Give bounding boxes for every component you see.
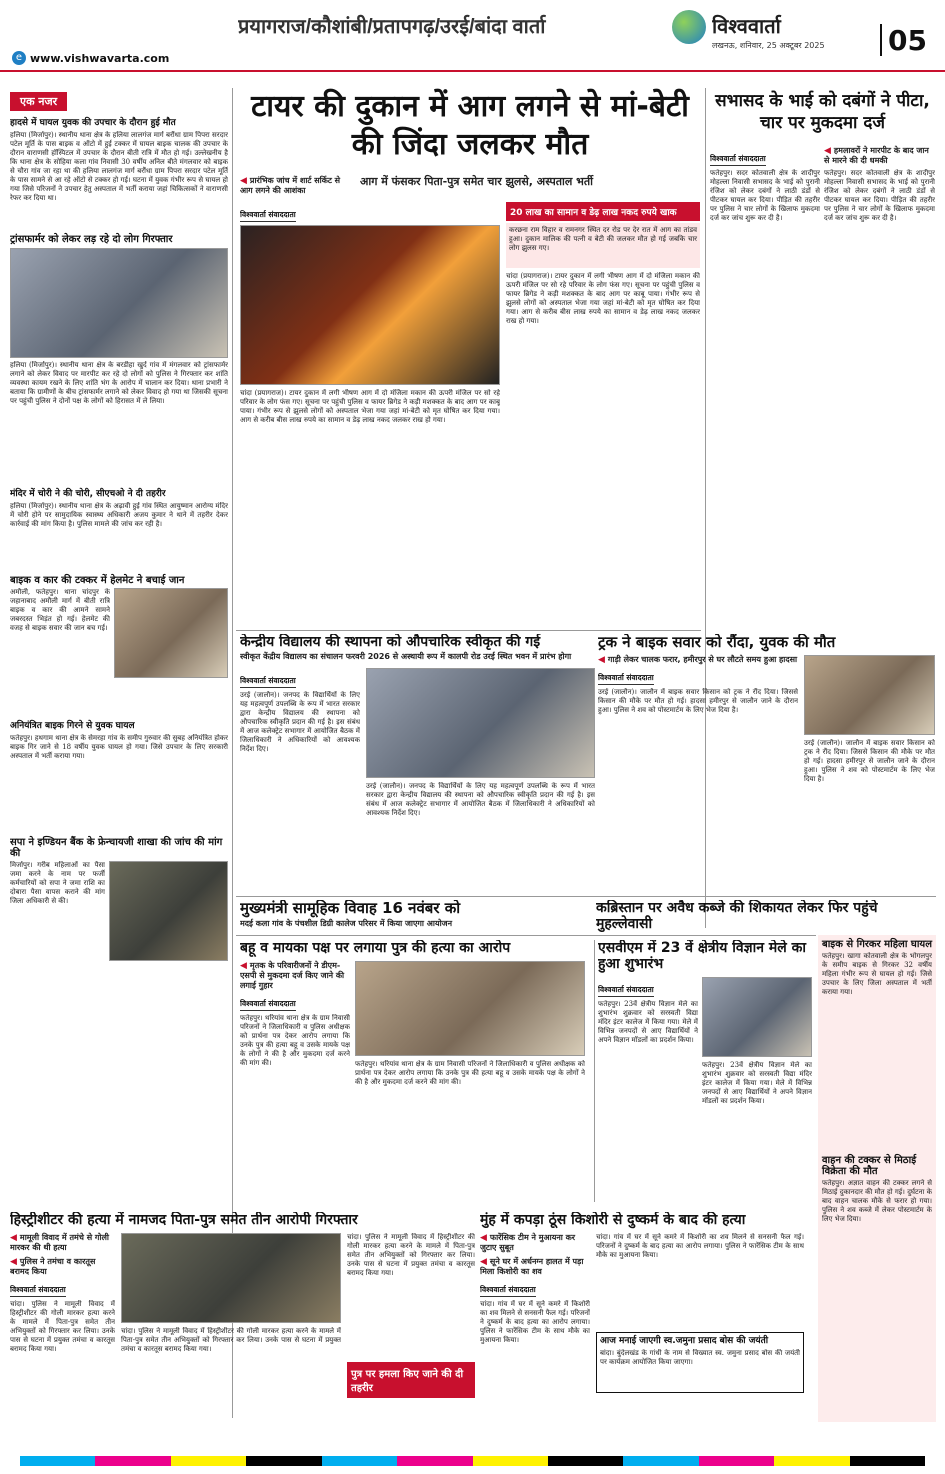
bureau-line: विश्ववार्ता संवाददाता — [10, 1285, 66, 1297]
story-kicker-text: सूने घर में अर्धनग्न हालत में पड़ा मिला किशोरी का शव — [480, 1257, 584, 1277]
story-title: आज मनाई जाएगी स्व.जमुना प्रसाद बोस की जयंती — [600, 1336, 769, 1347]
masthead-rule — [0, 70, 945, 72]
bureau-line: विश्ववार्ता संवाददाता — [710, 154, 766, 166]
lead-kicker: आग में फंसकर पिता-पुत्र समेत चार झुलसे, अस्पताल भर्ती — [360, 175, 593, 188]
red-highlight-bar: 20 लाख का सामान व डेढ़ लाख नकद रुपये खाक — [506, 202, 700, 221]
jayanti-box — [596, 1332, 804, 1393]
story-headline: केन्द्रीय विद्यालय की स्थापना को औपचारिक स्वीकृत की गई — [240, 634, 541, 650]
kabristan-story — [596, 900, 936, 934]
kendriya-story — [240, 634, 595, 894]
story-kicker-text: पुलिस ने तमंचा व कारतूस बरामद किया — [10, 1257, 96, 1277]
story-body-cont: फतेहपुर। 23वें क्षेत्रीय विज्ञान मेले का शुभारंभ शुक्रवार को सरस्वती विद्या मंदिर इंटर कालेज में किया गया। मेले में विभिन्न जनपदों से आए विद्यार्थियों ने अपने विज्ञान मॉडलों का प्रदर्शन किया। — [702, 1061, 812, 1106]
story-kicker: स्वीकृत केंद्रीय विद्यालय का संचालन फरवरी 2026 से अस्थायी रूप में कालपी रोड उरई स्थित भवन में प्रारंभ होगा — [240, 652, 572, 662]
story-body: फतेहपुर। खागा कोतवाली क्षेत्र के भोगलपुर के समीप बाइक से गिरकर 32 वर्षीय महिला गंभीर रूप से घायल हो गई। जिसे उपचार के लिए जिला अस्पताल में भर्ती कराया गया। — [822, 952, 932, 996]
story-body-cont: उरई (जालौन)। जालौन में बाइक सवार किसान को ट्रक ने रौंद दिया। जिससे किसान की मौके पर मौत हो गई। हादसा हमीरपुर से जालौन जाने के दौरान हुआ। पुलिस ने शव को पोस्टमार्टम के लिए भेज दिया है। — [804, 739, 935, 784]
story-headline: एसवीएम में 23 वें क्षेत्रीय विज्ञान मेले का हुआ शुभारंभ — [598, 940, 807, 973]
website-url[interactable]: www.vishwavarta.com — [30, 52, 170, 65]
news-photo — [109, 861, 228, 961]
story-title: बाइक से गिरकर महिला घायल — [822, 939, 932, 950]
story-body: फतेहपुर। थरियांव थाना क्षेत्र के ग्राम निवासी परिजनों ने जिलाधिकारी व पुलिस अधीक्षक को प्रार्थना पत्र देकर आरोप लगाया कि उनके पुत्र की हत्या बहू व उसके मायके पक्ष के लोगों ने की है और मुकदमा दर्ज करने की मांग की। — [240, 1014, 350, 1068]
story-body: हलिया (मिर्जापुर)। स्थानीय थाना क्षेत्र के अढ़ावी हुई गांव स्थित आयुष्मान आरोग्य मंदिर में चोरी होने पर सामुदायिक स्वास्थ्य अधिकारी अजय कुमार ने थाने में तहरीर देकर कार्रवाई की मांग किया है। पुलिस मामले की जांच कर रही है। — [10, 502, 228, 528]
story-kicker-text: फारेंसिक टीम ने मुआयना कर जुटाए सुबूत — [480, 1233, 576, 1253]
section-label: एक नजर — [10, 92, 67, 111]
news-photo — [114, 588, 228, 678]
story-body: चांदा। गांव में घर में सूने कमरे में किशोरी का शव मिलने से सनसनी फैल गई। परिजनों ने दुष्कर्म के बाद हत्या का आरोप लगाया। पुलिस ने फारेंसिक टीम के साथ मौके का मुआयना किया। — [480, 1300, 590, 1345]
bahu-band — [236, 935, 816, 1207]
story-body-cont: उरई (जालौन)। जनपद के विद्यार्थियों के लिए यह महत्वपूर्ण उपलब्धि के रूप में भारत सरकार द्वारा केन्द्रीय विद्यालय की स्थापना को औपचारिक स्वीकृति प्रदान की गई है। इस संबंध में आज कलेक्ट्रेट सभागार में आयोजित बैठक में जिलाधिकारी ने अधिकारियों को आवश्यक निर्देश दिए। — [366, 782, 595, 818]
story-title: सपा ने इण्डियन बैंक के फ्रेन्चायजी शाखा की जांच की मांग की — [10, 837, 223, 859]
story-body: हलिया (मिर्जापुर)। स्थानीय थाना क्षेत्र के बरडीहा खुर्द गांव में मंगलवार को ट्रांसफार्मर लगाने को लेकर विवाद पर मारपीट कर रहे दो लोगों को पुलिस ने गिरफ्तार कर शांति व्यवस्था कायम रखने के लिए शांति भंग के आरोप में चालान कर दिया। थाना प्रभारी ने बताया कि ग्रामीणों के बीच ट्रांसफार्मर लगाने को लेकर विवाद हो गया था जिसकी सूचना पर पहुंची पुलिस ने दोनों पक्ष के लोगों को हिरासत में ले लिया। — [10, 361, 228, 405]
story-headline: बहू व मायका पक्ष पर लगाया पुत्र की हत्या का आरोप — [240, 940, 511, 956]
lead-kicker: ◀ प्रारंभिक जांच में शार्ट सर्किट से आग लगने की आशंका — [240, 176, 341, 195]
masthead — [0, 0, 945, 80]
story-body: अमौली, फतेहपुर। थाना चांदपुर के जहानाबाद अमौली मार्ग में बीती रात्रि बाइक व कार की आमने सामने जबरदस्त भिड़ंत हो गई। हेलमेट की वजह से बाइक सवार की जान बच गई। — [10, 588, 110, 632]
story-kicker-text: मृतक के परिवारीजनों ने डीएम-एसपी से मुकदमा दर्ज किए जाने की लगाई गुहार — [240, 961, 345, 991]
news-photo — [10, 248, 228, 358]
story-kicker-text: हमलावरों ने मारपीट के बाद जान से मारने की दी धमकी — [824, 146, 929, 165]
section-rule — [236, 630, 701, 631]
story-body: फतेहपुर। 23वें क्षेत्रीय विज्ञान मेले का शुभारंभ शुक्रवार को सरस्वती विद्या मंदिर इंटर कालेज में किया गया। मेले में विभिन्न जनपदों से आए विद्यार्थियों ने अपने विज्ञान मॉडलों का प्रदर्शन किया। — [598, 1000, 698, 1045]
arrest-photo — [121, 1233, 341, 1323]
story-body-cont: चांदा। पुलिस ने मामूली विवाद में हिस्ट्रीशीटर की गोली मारकर हत्या करने के मामले में पिता-पुत्र समेत तीन अभियुक्तों को गिरफ्तार कर लिया। उनके पास से घटना में प्रयुक्त तमंचा व कारतूस बरामद किया गया। — [121, 1327, 341, 1354]
bureau-line: विश्ववार्ता संवाददाता — [240, 676, 296, 688]
story-kicker: ◀ पुलिस ने तमंचा व कारतूस बरामद किया — [10, 1257, 96, 1277]
bureau-line: विश्ववार्ता संवाददाता — [240, 210, 296, 222]
lead-story — [240, 88, 700, 628]
story-title: मंदिर में चोरी ने की चोरी, सीएचओ ने दी तहरीर — [10, 489, 166, 499]
brand-logo-icon — [672, 10, 706, 44]
story-kicker: ◀ हमलावरों ने मारपीट के बाद जान से मारने की दी धमकी — [824, 146, 929, 165]
story-body: फतेहपुर। अज्ञात वाहन की टक्कर लगने से मिठाई दुकानदार की मौत हो गई। दुर्घटना के बाद वाहन चालक मौके से फरार हो गया। पुलिस ने शव कब्जे में लेकर पोस्टमार्टम के लिए भेज दिया। — [822, 1179, 932, 1223]
bahu-story-area — [240, 940, 590, 1205]
story-kicker: मदई कला गांव के पंचशील डिग्री कालेज परिसर में किया जाएगा आयोजन — [240, 919, 453, 929]
story-body: मिर्जापुर। गरीब महिलाओं का पैसा जमा करने के नाम पर फर्जी कर्मचारियों को सपा ने जमा राशि का दोबारा पैसा वापस कराने की मांग जिला अधिकारी से की। — [10, 861, 105, 905]
bureau-line: विश्ववार्ता संवाददाता — [240, 999, 296, 1011]
story-body: चांदा। पुलिस ने मामूली विवाद में हिस्ट्रीशीटर की गोली मारकर हत्या करने के मामले में पिता-पुत्र समेत तीन अभियुक्तों को गिरफ्तार कर लिया। उनके पास से घटना में प्रयुक्त तमंचा व कारतूस बरामद किया गया। — [10, 1300, 115, 1354]
story-body: उरई (जालौन)। जालौन में बाइक सवार किसान को ट्रक ने रौंद दिया। जिससे किसान की मौके पर मौत हो गई। हादसा हमीरपुर से जालौन जाने के दौरान हुआ। पुलिस ने शव को पोस्टमार्टम के लिए भेज दिया है। — [598, 688, 798, 715]
bureau-line: विश्ववार्ता संवाददाता — [480, 1285, 536, 1297]
story-headline: कब्रिस्तान पर अवैध कब्जे की शिकायत लेकर फिर पहुंचे मुहल्लेवासी — [596, 900, 878, 933]
story-kicker: ◀ मृतक के परिवारीजनों ने डीएम-एसपी से मुकदमा दर्ज किए जाने की लगाई गुहार — [240, 961, 345, 991]
story-title: हादसे में घायल युवक की उपचार के दौरान हुई मौत — [10, 118, 176, 128]
story-body-cont: चांदा। गांव में घर में सूने कमरे में किशोरी का शव मिलने से सनसनी फैल गई। परिजनों ने दुष्कर्म के बाद हत्या का आरोप लगाया। पुलिस ने फारेंसिक टीम के साथ मौके का मुआयना किया। — [596, 1233, 804, 1260]
news-photo — [804, 655, 935, 735]
url-icon: e — [12, 51, 26, 65]
section-rule — [236, 896, 936, 897]
right-story — [710, 90, 935, 630]
story-headline: मुख्यमंत्री सामूहिक विवाह 16 नवंबर को — [240, 900, 461, 917]
story-title: बाइक व कार की टक्कर में हेलमेट ने बचाई जान — [10, 575, 185, 586]
truck-story — [598, 634, 935, 894]
story-headline: मुंह में कपड़ा ठूंस किशोरी से दुष्कर्म के बाद की हत्या — [480, 1212, 746, 1228]
story-body-cont: चांदा। पुलिस ने मामूली विवाद में हिस्ट्रीशीटर की गोली मारकर हत्या करने के मामले में पिता-पुत्र समेत तीन अभियुक्तों को गिरफ्तार कर लिया। उनके पास से घटना में प्रयुक्त तमंचा व कारतूस बरामद किया गया। — [347, 1233, 475, 1278]
story-title: अनियंत्रित बाइक गिरने से युवक घायल — [10, 721, 135, 731]
vivah-story — [240, 900, 590, 934]
story-body: फतेहपुर। हथगाम थाना क्षेत्र के सेमरहा गांव के समीप गुरुवार की सुबह अनियंत्रित होकर बाइक गिर जाने से 18 वर्षीय युवक घायल हो गया। जिसे उपचार के लिए सरकारी अस्पताल में भर्ती कराया गया। — [10, 734, 228, 760]
lead-body: चांदा (प्रयागराज)। टायर दुकान में लगी भीषण आग में दो मंजिला मकान की ऊपरी मंजिल पर सो रहे परिवार के लोग फंस गए। सूचना पर पहुंची पुलिस व फायर ब्रिगेड ने कड़ी मशक्कत के बाद आग पर काबू पाया। गंभीर रूप से झुलसे लोगों को अस्पताल भेजा गया जहां मां-बेटी को मृत घोषित कर दिया गया। आग से करीब बीस लाख रुपये का सामान व डेढ़ लाख नकद जलकर राख हो गया। — [240, 389, 500, 424]
story-body: हलिया (मिर्जापुर)। स्थानीय थाना क्षेत्र के हलिया लालगंज मार्ग बरौंधा ग्राम पिपरा सरदार पटेल मूर्ति के पास बाइक व ऑटो में हुई टक्कर में घायल बाइक चालक की उपचार के दौरान वाराणसी हॉस्पिटल में उपचार के दौरान बीती रात्रि में मौत हो गई। उल्लेखनीय है कि थाना क्षेत्र के सोहिया कला गांव निवासी 30 वर्षीय अनिल बीते मंगलवार को बाइक से चौरा गांव जा रहा था की हलिया लालगंज मार्ग बरौंधा ग्राम पिपरा सरदार पटेल मूर्ति के पास सामने से आ रहे ऑटो से टक्कर हो गई। घटना में युवक गंभीर रूप से घायल हो गया जिसे परिजनों ने उपचार हेतु अस्पताल में भर्ती कराया जहां चिकित्सकों ने वाराणसी रेफर कर दिया था। — [10, 131, 228, 202]
lead-intro: करछना राम विहार व रामनगर स्थित दर रोड पर देर रात में आग का तांडव हुआ। दुकान मालिक की पत्नी व बेटी की जलकर मौत हो गई जबकि चार लोग झुलस गए। — [506, 223, 700, 268]
story-body: उरई (जालौन)। जनपद के विद्यार्थियों के लिए यह महत्वपूर्ण उपलब्धि के रूप में भारत सरकार द्वारा केन्द्रीय विद्यालय की स्थापना को औपचारिक स्वीकृति प्रदान की गई है। इस संबंध में आज कलेक्ट्रेट सभागार में आयोजित बैठक में जिलाधिकारी ने अधिकारियों को आवश्यक निर्देश दिए। — [240, 691, 360, 754]
lead-headline: टायर की दुकान में आग लगने से मां-बेटी की जिंदा जलकर मौत — [251, 89, 689, 162]
color-bar — [20, 1456, 925, 1466]
red-callout: पुत्र पर हमला किए जाने की दी तहरीर — [347, 1362, 475, 1398]
meeting-photo — [366, 668, 595, 778]
story-body: फतेहपुर। सदर कोतवाली क्षेत्र के शादीपुर मोहल्ला निवासी सभासद के भाई को पुरानी रंजिश को लेकर दबंगों ने लाठी डंडों से पीटकर घायल कर दिया। पीड़ित की तहरीर पर पुलिस ने चार लोगों के खिलाफ मुकदमा दर्ज कर जांच शुरू कर दी है। — [710, 169, 820, 222]
story-body-cont: फतेहपुर। थरियांव थाना क्षेत्र के ग्राम निवासी परिजनों ने जिलाधिकारी व पुलिस अधीक्षक को प्रार्थना पत्र देकर आरोप लगाया कि उनके पुत्र की हत्या बहू व उसके मायके पक्ष के लोगों ने की है और मुकदमा दर्ज करने की मांग की। — [355, 1060, 585, 1087]
mahila-column — [818, 935, 936, 1422]
story-kicker: ◀ फारेंसिक टीम ने मुआयना कर जुटाए सुबूत — [480, 1233, 576, 1253]
vigyan-story-area — [598, 940, 812, 1205]
story-kicker-text: मामूली विवाद में तमंचे से गोली मारकर की थी हत्या — [10, 1233, 109, 1253]
story-title: वाहन की टक्कर से मिठाई विक्रेता की मौत — [822, 1155, 917, 1177]
science-fair-photo — [702, 977, 812, 1057]
dateline: लखनऊ, शनिवार, 25 अक्टूबर 2025 — [712, 41, 825, 50]
fire-photo — [240, 225, 500, 385]
story-body-cont: फतेहपुर। सदर कोतवाली क्षेत्र के शादीपुर मोहल्ला निवासी सभासद के भाई को पुरानी रंजिश को लेकर दबंगों ने लाठी डंडों से पीटकर घायल कर दिया। पीड़ित की तहरीर पर पुलिस ने चार लोगों के खिलाफ मुकदमा दर्ज कर जांच शुरू कर दी है। — [824, 169, 935, 222]
story-headline: हिस्ट्रीशीटर की हत्या में नामजद पिता-पुत्र समेत तीन आरोपी गिरफ्तार — [10, 1212, 358, 1228]
kishori-story — [480, 1212, 810, 1422]
bureau-line: विश्ववार्ता संवाददाता — [598, 673, 654, 685]
story-kicker-text: गाड़ी लेकर चालक फरार, हमीरपुर से घर लौटते समय हुआ हादसा — [607, 655, 798, 665]
bureau-line: विश्ववार्ता संवाददाता — [598, 985, 654, 997]
history-story — [10, 1212, 475, 1422]
right-headline: सभासद के भाई को दबंगों ने पीटा, चार पर मुकदमा दर्ज — [715, 91, 930, 133]
family-photo — [355, 961, 585, 1056]
edition-title: प्रयागराज/कौशांबी/प्रतापगढ़/उरई/बांदा वार्ता — [238, 16, 546, 38]
lead-body-cont: चांदा (प्रयागराज)। टायर दुकान में लगी भीषण आग में दो मंजिला मकान की ऊपरी मंजिल पर सो रहे परिवार के लोग फंस गए। सूचना पर पहुंची पुलिस व फायर ब्रिगेड ने कड़ी मशक्कत के बाद आग पर काबू पाया। गंभीर रूप से झुलसे लोगों को अस्पताल भेजा गया जहां मां-बेटी को मृत घोषित कर दिया गया। आग से करीब बीस लाख रुपये का सामान व डेढ़ लाख नकद जलकर राख हो गया। — [506, 272, 700, 325]
story-title: ट्रांसफार्मर को लेकर लड़ रहे दो लोग गिरफ्तार — [10, 234, 173, 245]
story-headline: ट्रक ने बाइक सवार को रौंदा, युवक की मौत — [598, 634, 836, 651]
story-kicker: ◀ मामूली विवाद में तमंचे से गोली मारकर की थी हत्या — [10, 1233, 109, 1253]
column-divider — [594, 940, 595, 1202]
lead-kicker-text: प्रारंभिक जांच में शार्ट सर्किट से आग लगने की आशंका — [240, 176, 341, 195]
story-body: बांदा। बुंदेलखंड के गांधी के नाम से विख्यात स्व. जमुना प्रसाद बोस की जयंती पर कार्यक्रम आयोजित किया जाएगा। — [600, 1349, 800, 1367]
page-number: 05 — [880, 24, 930, 56]
story-kicker: ◀ सूने घर में अर्धनग्न हालत में पड़ा मिला किशोरी का शव — [480, 1257, 584, 1277]
story-kicker: ◀ गाड़ी लेकर चालक फरार, हमीरपुर से घर लौटते समय हुआ हादसा — [598, 655, 798, 666]
brand-name: विश्ववार्ता — [712, 14, 781, 36]
